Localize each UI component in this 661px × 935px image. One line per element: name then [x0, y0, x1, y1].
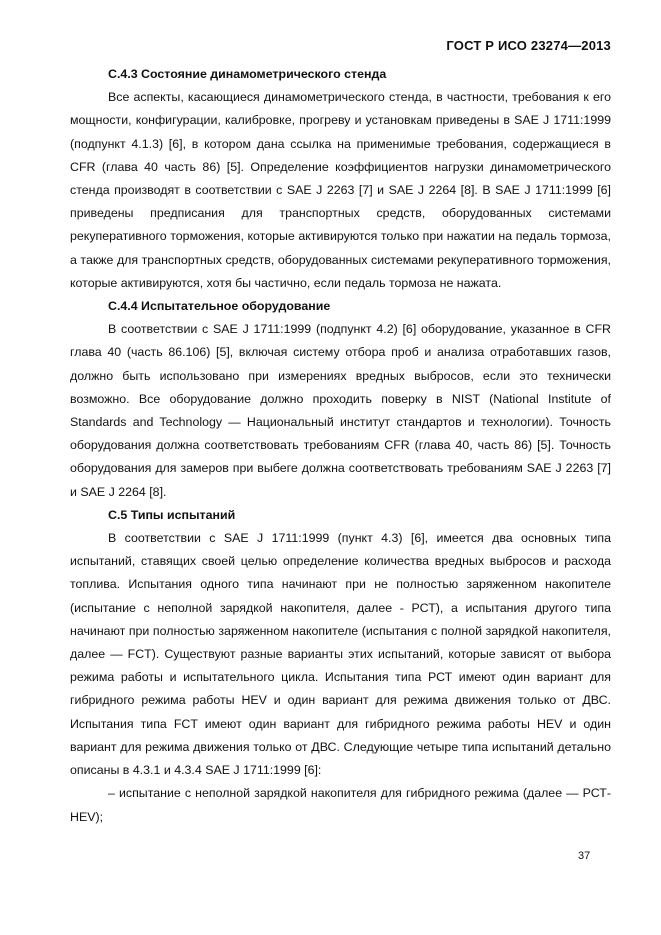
page-body — [70, 63, 611, 829]
section-paragraph: Все аспекты, касающиеся динамометрического стенда, в частности, требования к его мощности, конфигурации, калибровке, прогреву и установкам приведены в SAE J 1711:1999 (подпункт 4.1.3) [6], в котором дана ссылка на применимые требования, содержащиеся в CFR (глава 40 часть 86) [5]. Определение коэффициентов нагрузки динамометрического стенда производят в соответствии с SAE J 2263 [7] и SAE J 2264 [8]. В SAE J 1711:1999 [6] приведены предписания для транспортных средств, оборудованных системами рекуперативного торможения, которые активируются только при нажатии на педаль тормоза, а также для транспортных средств, оборудованных системами рекуперативного торможения, которые активируются, хотя бы частично, если педаль тормоза не нажата. — [70, 90, 611, 290]
section-heading: С.4.4 Испытательное оборудование — [108, 299, 331, 314]
document-code-header: ГОСТ Р ИСО 23274—2013 — [446, 38, 611, 53]
section-heading: С.4.3 Состояние динамометрического стенда — [108, 67, 387, 81]
section-heading: С.5 Типы испытаний — [108, 507, 236, 522]
list-item: – испытание с неполной зарядкой накопителя для гибридного режима (далее — РСТ-HEV); — [70, 786, 611, 824]
section-paragraph: В соответствии с SAE J 1711:1999 (подпункт 4.2) [6] оборудование, указанное в CFR глава 40 (часть 86.106) [5], включая систему отбора проб и анализа отработавших газов, должно быть использовано при измерениях вредных выбросов, если это технически возможно. Все оборудование должно проходить поверку в NIST (National Institute of Standards and Technology — Национальный институт стандартов и технологии). Точность оборудования должна соответствовать требованиям CFR (глава 40, часть 86) [5]. Точность оборудования для замеров при выбеге должна соответствовать требованиям SAE J 2263 [7] и SAE J 2264 [8]. — [70, 322, 611, 499]
section-paragraph: В соответствии с SAE J 1711:1999 (пункт 4.3) [6], имеется два основных типа испытаний, ставящих своей целью определение количества вредных выбросов и расхода топлива. Испытания одного типа начинают при не полностью заряженном накопителе (испытание с неполной зарядкой накопителя, далее - РСТ), а испытания другого типа начинают при полностью заряженном накопителе (испытания с полной зарядкой накопителя, далее — FCT). Существуют разные варианты этих испытаний, которые зависят от выбора режима работы и испытательного цикла. Испытания типа РСТ имеют один вариант для гибридного режима работы HEV и один вариант для режима движения только от ДВС. Испытания типа FCT имеют один вариант для гибридного режима работы HEV и один вариант для режима движения только от ДВС. Следующие четыре типа испытаний детально описаны в 4.3.1 и 4.3.4 SAE J 1711:1999 [6]: — [70, 531, 611, 778]
page-number: 37 — [578, 850, 591, 862]
